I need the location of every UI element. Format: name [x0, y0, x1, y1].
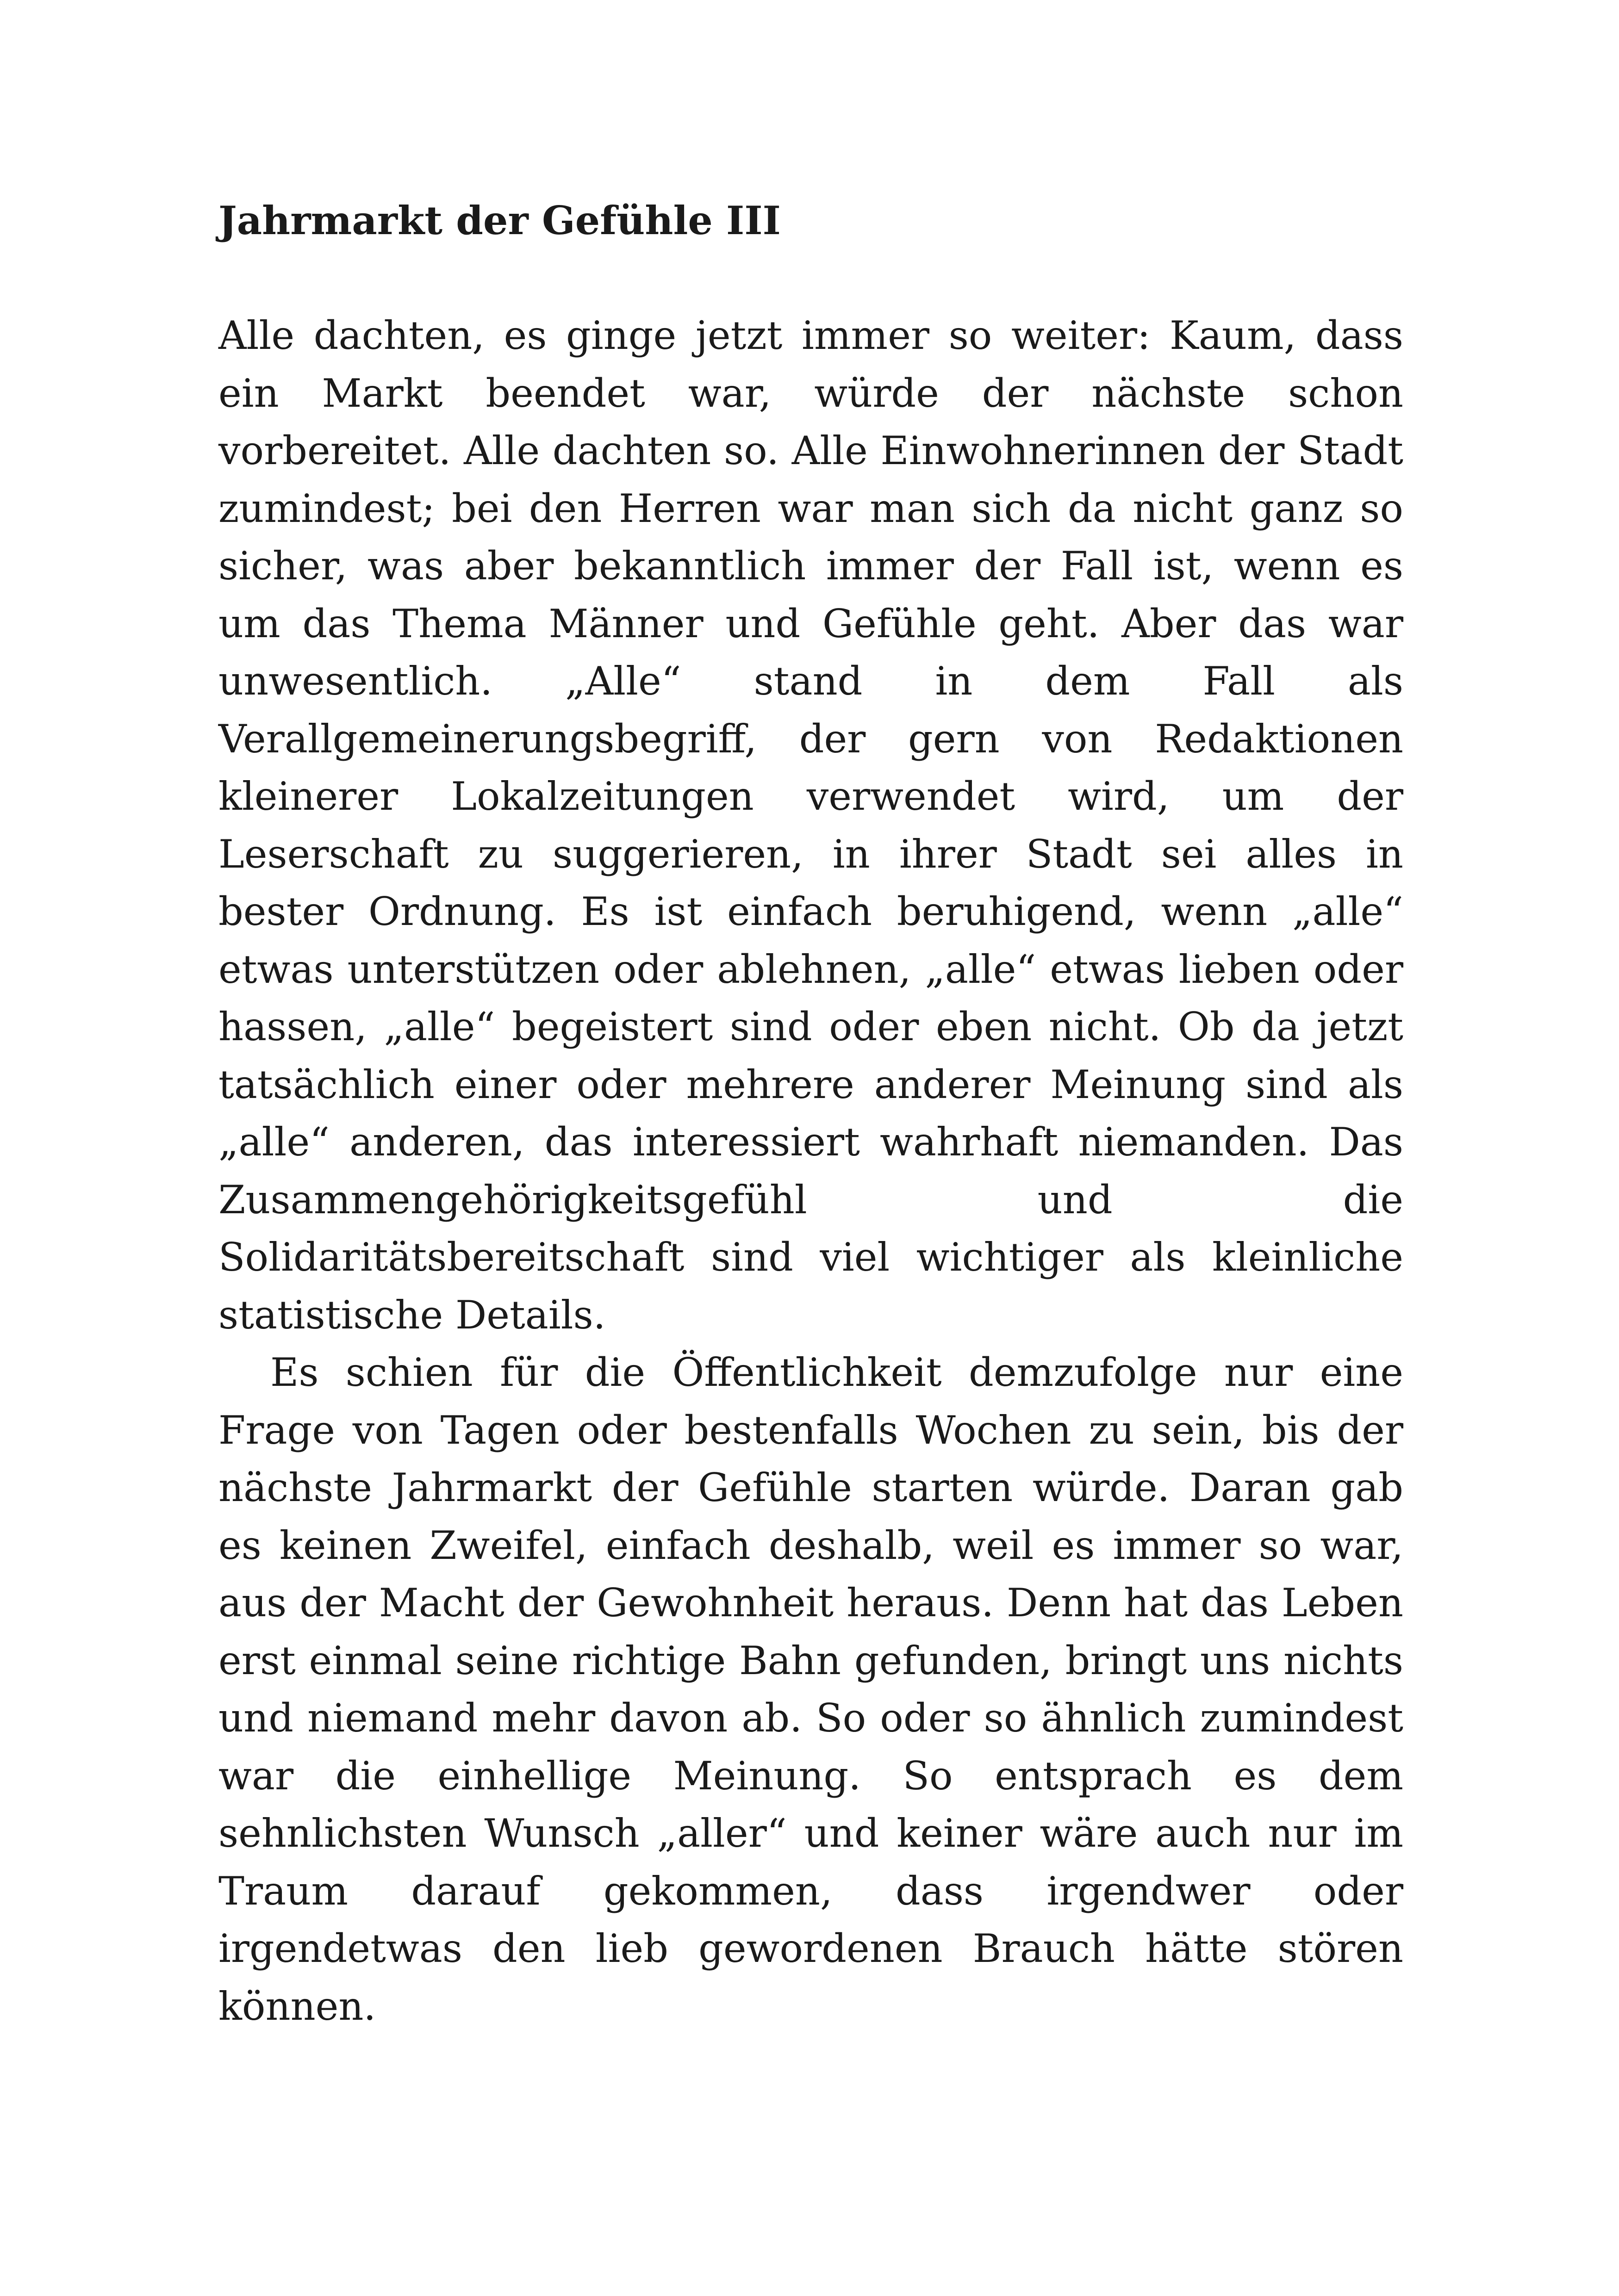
paragraph-2: Es schien für die Öffentlichkeit demzufolge nur eine Frage von Tagen oder bestenfalls Wochen zu sein, bis der nächste Jahrmarkt der Gefühle starten würde. Daran gab es keinen Zweifel, einfach deshalb, weil es immer so war, aus der Macht der Gewohnheit heraus. Denn hat das Leben erst einmal seine richtige Bahn gefunden, bringt uns nichts und niemand mehr davon ab. So oder so ähnlich zumindest war die einhellige Meinung. So entsprach es dem sehnlichsten Wunsch „aller“ und keiner wäre auch nur im Traum darauf gekommen, dass irgendwer oder irgendetwas den lieb gewordenen Brauch hätte stören können.	[218, 1350, 1403, 2029]
chapter-title: Jahrmarkt der Gefühle III	[218, 198, 781, 243]
paragraph-1: Alle dachten, es ginge jetzt immer so weiter: Kaum, dass ein Markt beendet war, würde der nächste schon vorbereitet. Alle dachten so. Alle Einwohnerinnen der Stadt zumindest; bei den Herren war man sich da nicht ganz so sicher, was aber bekanntlich immer der Fall ist, wenn es um das Thema Männer und Gefühle geht. Aber das war unwesentlich. „Alle“ stand in dem Fall als Verallgemeinerungsbegriff, der gern von Redaktionen kleinerer Lokalzeitungen verwendet wird, um der Leserschaft zu suggerieren, in ihrer Stadt sei alles in bester Ordnung. Es ist einfach beruhigend, wenn „alle“ etwas unterstützen oder ablehnen, „alle“ etwas lieben oder hassen, „alle“ begeistert sind oder eben nicht. Ob da jetzt tatsächlich einer oder mehrere anderer Meinung sind als „alle“ anderen, das interessiert wahrhaft niemanden. Das Zusammengehörigkeitsgefühl und die Solidaritätsbereitschaft sind viel wichtiger als kleinliche statistische Details.	[218, 313, 1403, 1338]
text-block	[218, 192, 1403, 2035]
